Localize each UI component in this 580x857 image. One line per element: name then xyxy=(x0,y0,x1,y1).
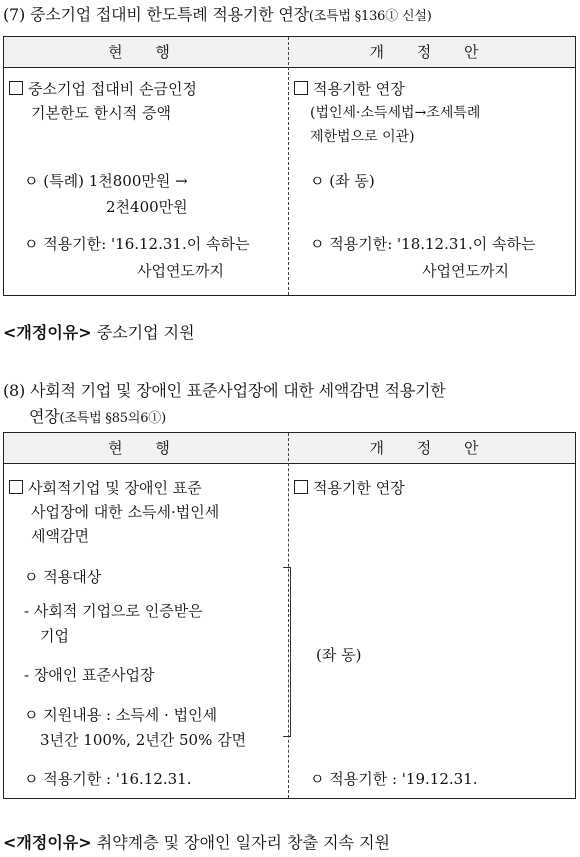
section8-title-line1: (8) 사회적 기업 및 장애인 표준사업장에 대한 세액감면 적용기한 xyxy=(3,381,446,400)
current-item-line2: 사업장에 대한 소득세·법인세 xyxy=(31,503,220,521)
current-period: ㅇ 적용기한: '16.12.31.이 속하는 xyxy=(24,235,250,253)
current-special-line2: 2천400만원 xyxy=(106,198,188,216)
proposed-period: ㅇ 적용기한 : '19.12.31. xyxy=(310,770,478,788)
checkbox-square-icon xyxy=(9,480,23,494)
checkbox-square-icon xyxy=(294,81,308,95)
current-target-a-line2: 기업 xyxy=(40,627,69,645)
section8-title-line2: 연장(조특법 §85의6①) xyxy=(29,407,166,426)
section7-title xyxy=(3,2,432,25)
proposed-item-line3: 제한법으로 이관) xyxy=(310,129,415,145)
reason-text: 취약계층 및 장애인 일자리 창출 지속 지원 xyxy=(96,833,391,852)
proposed-same: (좌 동) xyxy=(316,646,362,664)
reason-label: <개정이유> xyxy=(3,323,92,342)
current-item-line3: 세액감면 xyxy=(31,527,89,545)
current-item-line2: 기본한도 한시적 증액 xyxy=(31,104,171,122)
current-special: ㅇ (특례) 1천800만원 → xyxy=(24,172,188,190)
current-period-line2: 사업연도까지 xyxy=(137,262,224,280)
current-item: 중소기업 접대비 손금인정 xyxy=(9,79,197,99)
reason-text: 중소기업 지원 xyxy=(96,323,195,342)
section8-reason xyxy=(3,830,390,853)
section7-table xyxy=(3,36,576,296)
current-target-b: - 장애인 표준사업장 xyxy=(24,666,155,684)
proposed-item-line2: (법인세·소득세법→조세특례 xyxy=(310,105,481,121)
reason-label: <개정이유> xyxy=(3,833,92,852)
same-bracket xyxy=(283,567,291,737)
current-item: 사회적기업 및 장애인 표준 xyxy=(9,478,202,498)
header-current: 현 행 xyxy=(108,43,184,61)
header-proposed: 개 정 안 xyxy=(369,439,493,457)
checkbox-square-icon xyxy=(294,480,308,494)
current-period: ㅇ 적용기한 : '16.12.31. xyxy=(24,770,192,788)
current-support-line2: 3년간 100%, 2년간 50% 감면 xyxy=(40,731,247,749)
section7-reason xyxy=(3,320,195,343)
section8-title-ref: (조특법 §85의6①) xyxy=(59,411,166,426)
section7-title-text: (7) 중소기업 접대비 한도특례 적용기한 연장 xyxy=(3,5,309,24)
section8-table-header xyxy=(4,433,575,464)
proposed-item: 적용기한 연장 xyxy=(294,478,405,498)
current-target-a: - 사회적 기업으로 인증받은 xyxy=(24,602,203,620)
header-current: 현 행 xyxy=(108,439,184,457)
column-divider xyxy=(288,37,289,295)
proposed-item: 적용기한 연장 xyxy=(294,79,405,99)
proposed-period: ㅇ 적용기한: '18.12.31.이 속하는 xyxy=(310,235,536,253)
current-support: ㅇ 지원내용 : 소득세 · 법인세 xyxy=(24,706,218,724)
proposed-same: ㅇ (좌 동) xyxy=(310,172,375,190)
section7-title-ref: (조특법 §136① 신설) xyxy=(308,9,432,24)
section7-table-header xyxy=(4,37,575,68)
proposed-period-line2: 사업연도까지 xyxy=(422,262,509,280)
header-proposed: 개 정 안 xyxy=(369,43,493,61)
current-target: ㅇ 적용대상 xyxy=(24,568,102,586)
checkbox-square-icon xyxy=(9,81,23,95)
